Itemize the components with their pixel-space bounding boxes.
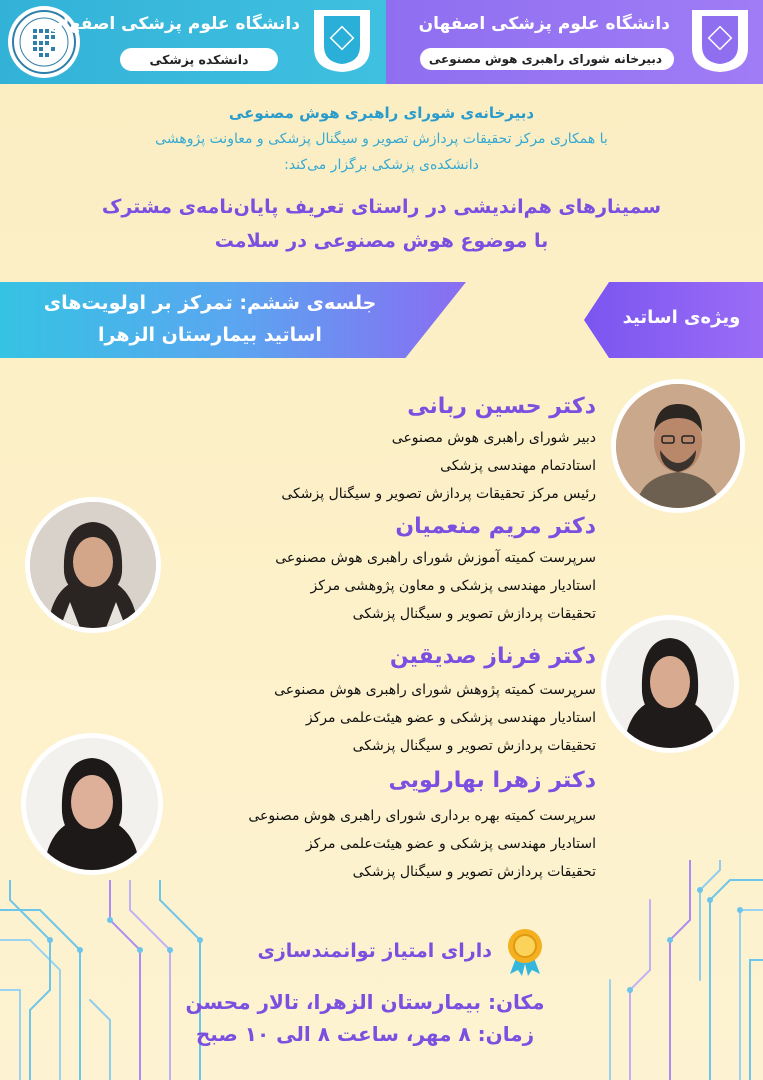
speaker-3-line-3: تحقیقات پردازش تصویر و سیگنال پزشکی [352, 738, 596, 754]
speaker-photo-moneemian [30, 502, 156, 628]
session-line-2: اساتید بیمارستان الزهرا [98, 324, 322, 346]
location-text: مکان: بیمارستان الزهرا، تالار محسن [185, 990, 545, 1014]
speaker-2-line-2: استادیار مهندسی پزشکی و معاون پژوهشی مرکز [310, 578, 596, 594]
secretariat-pill: دبیرخانه شورای راهبری هوش مصنوعی [420, 48, 674, 70]
speaker-photo-rabbani [616, 384, 740, 508]
speaker-1-line-3: رئیس مرکز تحقیقات پردازش تصویر و سیگنال پزشکی [281, 486, 596, 502]
woman-portrait-icon [606, 620, 734, 748]
award-badge-icon [502, 928, 548, 976]
university-logo-right [690, 8, 750, 74]
speaker-2-line-3: تحقیقات پردازش تصویر و سیگنال پزشکی [352, 606, 596, 622]
audience-label: ویژه‌ی اساتید [622, 307, 741, 328]
intro-line-1: دبیرخانه‌ی شورای راهبری هوش مصنوعی [228, 104, 535, 122]
intro-line-3: دانشکده‌ی پزشکی برگزار می‌کند: [284, 157, 479, 173]
credit-label: دارای امتیاز توانمندسازی [257, 940, 492, 962]
university-logo-left [312, 8, 372, 74]
faculty-pill: دانشکده پزشکی [120, 48, 278, 71]
speaker-2-line-1: سرپرست کمیته آموزش شورای راهبری هوش مصنوعی [275, 550, 596, 566]
header-left-university: دانشگاه علوم پزشکی اصفهان [48, 14, 300, 34]
speaker-3-line-1: سرپرست کمیته پژوهش شورای راهبری هوش مصنوعی [274, 682, 596, 698]
circuit-lines-left [0, 880, 220, 1080]
man-portrait-icon [616, 384, 740, 508]
speaker-photo-baharlouei [26, 738, 158, 870]
woman-portrait-icon [30, 502, 156, 628]
speaker-4-line-1: سرپرست کمیته بهره برداری شورای راهبری هوش مصنوعی [248, 808, 596, 824]
circuit-lines-right [590, 860, 763, 1080]
speaker-name-4: دکتر زهرا بهارلویی [388, 768, 596, 793]
speaker-3-line-2: استادیار مهندسی پزشکی و عضو هیئت‌علمی مرکز [305, 710, 596, 726]
header-right-university: دانشگاه علوم پزشکی اصفهان [418, 14, 670, 34]
speaker-photo-sedighin [606, 620, 734, 748]
speaker-1-line-2: استادتمام مهندسی پزشکی [440, 458, 596, 474]
speaker-name-1: دکتر حسین ربانی [407, 394, 596, 419]
session-line-1: جلسه‌ی ششم: تمرکز بر اولویت‌های [43, 292, 377, 314]
speaker-name-3: دکتر فرناز صدیقین [389, 644, 596, 669]
university-emblem-icon [312, 8, 372, 74]
speaker-4-line-3: تحقیقات پردازش تصویر و سیگنال پزشکی [352, 864, 596, 880]
seminar-title-line-2: با موضوع هوش مصنوعی در سلامت [214, 230, 549, 252]
intro-line-2: با همکاری مرکز تحقیقات پردازش تصویر و سیگنال پزشکی و معاونت پژوهشی [155, 131, 608, 147]
speaker-1-line-1: دبیر شورای راهبری هوش مصنوعی [391, 430, 596, 446]
time-text: زمان: ۸ مهر، ساعت ۸ الی ۱۰ صبح [195, 1022, 535, 1046]
speaker-name-2: دکتر مریم منعمیان [395, 514, 596, 539]
speaker-4-line-2: استادیار مهندسی پزشکی و عضو هیئت‌علمی مرکز [305, 836, 596, 852]
seminar-title-line-1: سمینارهای هم‌اندیشی در راستای تعریف پایان‌نامه‌ی مشترک [101, 196, 662, 218]
university-emblem-icon [690, 8, 750, 74]
woman-portrait-icon [26, 738, 158, 870]
